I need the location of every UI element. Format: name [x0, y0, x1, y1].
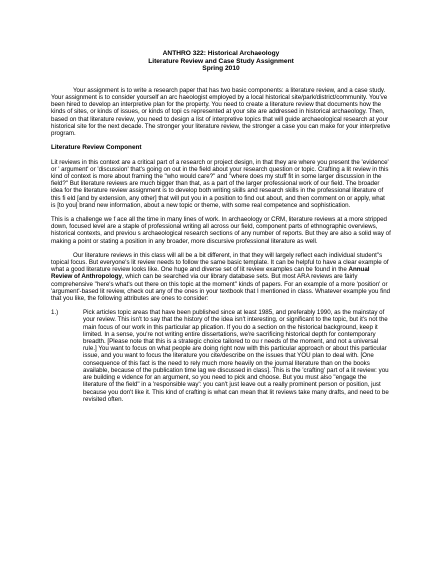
- intro-paragraph: Your assignment is to write a research paper that has two basic components: a literature review, and a case study. Your assignment is to consider yourself an arc haeologist employed by a local historical site/park/district/community. You've been hired to develop an interpretive plan for the property. You need to create a literature review that documents how the kinds of sites, or kinds of issues, or kinds of topi cs represented at your site are addressed in historical archaeology. Then, based on that literature review, you need to design a list of interpretive topics that will guide archaeological research at your historical site for the next decade. The stronger your literature review, the stronger a case you can make for your interpretive program.: [51, 86, 391, 137]
- list-item: [51, 309, 391, 403]
- document-header: [51, 50, 391, 73]
- paragraph-examples-part2: , which can be searched via our library database sets. But most ARA reviews are fairly comprehensive "here's what's out there on this topic at the moment" kinds of papers. For an example of a more 'position' or 'argument'-based lit review, check out any of the ones in your textbook that I mentioned in class. Whatever example you find that you like, the following attributes are ones to consider:: [51, 273, 391, 303]
- list-item-number: 1.): [51, 309, 59, 317]
- document-page: [51, 50, 391, 403]
- paragraph-lit-reviews: Lit reviews in this context are a critical part of a research or project design, in that they are where you present the 'evidence' or ' argument' or 'discussion' that's going on out in the field about your research question or topic. Crafting a lit review in this kind of context is more about framing the "who would care?" and "where does my stuff fit in some larger discussion in the field?" But literature reviews are much bigger than that, as a part of the larger professional work of our field. The broader idea for the literature review assignment is to develop both writing skills and research skills in the professional literature of this fi eld [and by extension, any other] that will put you in a position to find out about, and then comment on or apply, what is [to you] brand new information, about a new topic or theme, with some real competence and sophistication.: [51, 158, 389, 209]
- term-label: Spring 2010: [202, 65, 240, 73]
- paragraph-challenge: This is a challenge we f ace all the time in many lines of work. In archaeology or CRM, literature reviews at a more stripped down, focused level are a staple of professional writing all across our field, component parts of ethnographic overviews, historical contexts, and previou s archaeological research sections of any number of reports. But they are also a solid way of making a point or stating a position in any broader, more discursive professional literature as well.: [51, 216, 391, 245]
- paragraph-examples: [51, 252, 391, 302]
- course-title: ANTHRO 322: Historical Archaeology: [162, 50, 280, 57]
- list-item-text: Pick articles topic areas that have been published since at least 1985, and preferably 1990, as the mainstay of your review. This isn't to say that the history of the idea isn't interesting, or significant to the topic, but it's not the main focus of our work in this particular ap plication. If you do a section on the historical background, keep it limited. In a sense, you're not writing entire dissertations, we're sacrificing historical depth for contemporary breadth. [Please note that this is a strategic choice tailored to ou r needs of the moment, and not a universal rule.] You want to focus on what people are doing right now with this particular approach or about this particular issue, and you want to focus the literature you cite/describe on the issues that YOU plan to deal with. [One consequence of this fact is the need to rely much more heavily on the journal literature than on the books available, because of the publication time lag we discussed in class]. This is the 'crafting' part of a lit review: you are building e vidence for an argument, so you need to pick and choose. But you must also "engage the literature of the field" in a 'responsible way': you can't just leave out a really prominent person or position, just because you don't like it. This kind of crafting is what can mean that lit reviews take many drafts, and need to be revisited often.: [83, 309, 389, 403]
- paragraph-examples-part1: Our literature reviews in this class will all be a bit different, in that they will largely reflect each individual student"s topical focus. But everyone's lit review needs to follow the same basic template. It can be helpful to have a clear example of what a good literature review looks like. One huge and diverse set of lit review examples can be found in the: [51, 251, 389, 274]
- journal-title: Annual Review of Anthropology: [51, 266, 370, 281]
- section-heading: Literature Review Component: [51, 144, 142, 152]
- assignment-title: Literature Review and Case Study Assignment: [148, 57, 294, 65]
